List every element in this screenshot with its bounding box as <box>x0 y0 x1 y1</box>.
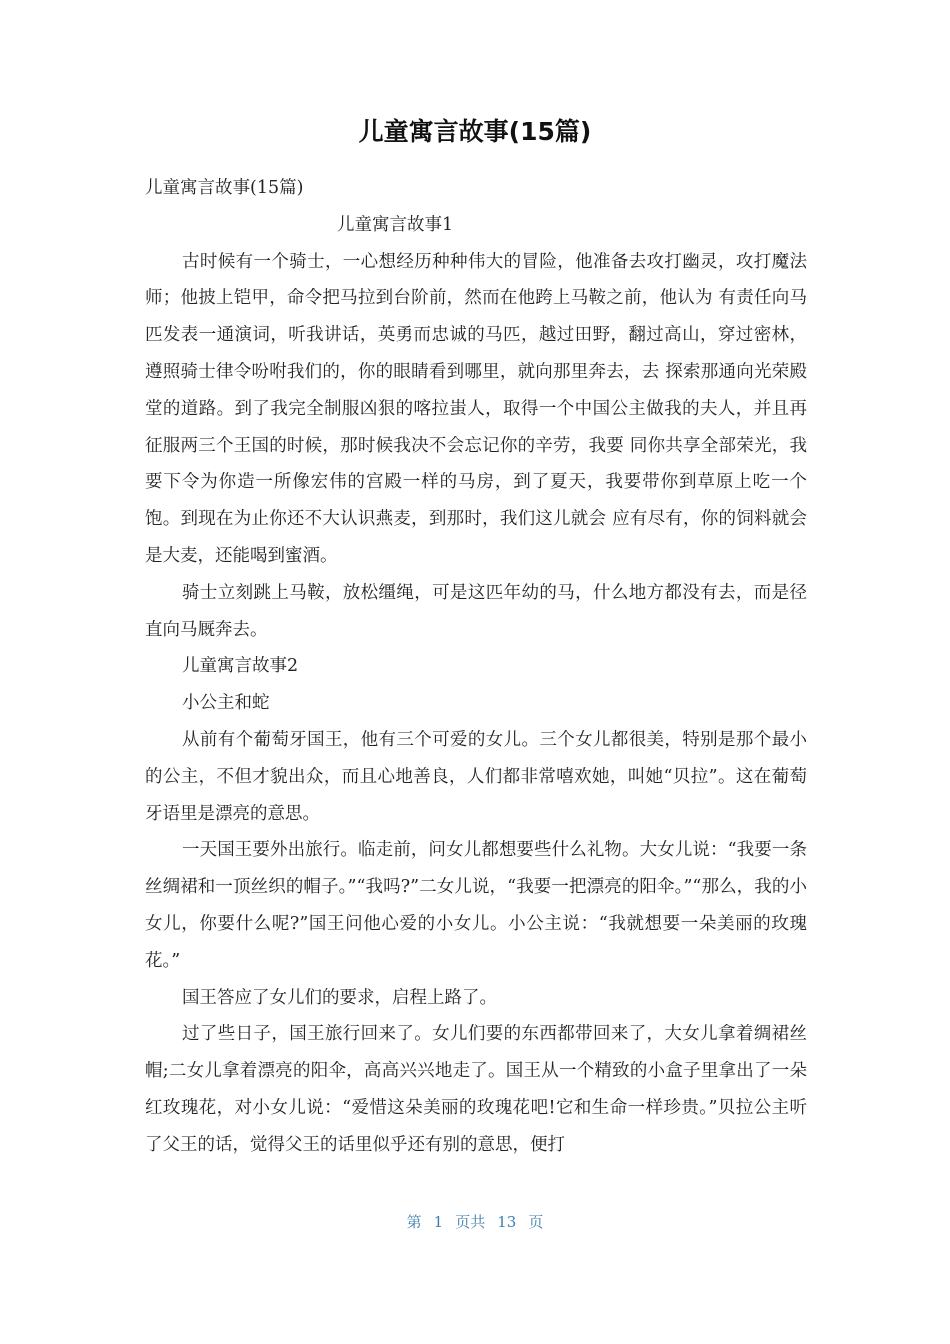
footer-suffix: 页 <box>528 1213 544 1231</box>
total-page-count: 13 <box>497 1213 517 1231</box>
story-2-heading: 儿童寓言故事2 <box>182 656 299 677</box>
story-2-paragraph: 从前有个葡萄牙国王，他有三个可爱的女儿。三个女儿都很美，特别是那个最小的公主，不但才貌出众，而且心地善良，人们都非常嘻欢她，叫她“贝拉”。这在葡萄牙语里是漂亮的意思。 <box>145 729 807 824</box>
story-2-title: 小公主和蛇 <box>182 693 270 714</box>
current-page-number: 1 <box>433 1213 444 1231</box>
document-title: 儿童寓言故事(15篇) <box>358 117 592 146</box>
document-body <box>145 170 807 1164</box>
story-1-paragraph: 骑士立刻跳上马鞍，放松缰绳，可是这匹年幼的马，什么地方都没有去，而是径直向马厩奔去。 <box>145 582 807 640</box>
story-2-paragraph: 一天国王要外出旅行。临走前，问女儿都想要些什么礼物。大女儿说：“我要一条丝绸裙和一顶丝织的帽子。”“我吗?”二女儿说，“我要一把漂亮的阳伞。”“那么，我的小女儿，你要什么呢?”国王问他心爱的小女儿。小公主说：“我就想要一朵美丽的玫瑰花。” <box>145 840 807 971</box>
story-1-paragraph: 古时候有一个骑士，一心想经历种种伟大的冒险，他准备去攻打幽灵，攻打魔法师；他披上铠甲，命令把马拉到台阶前，然而在他跨上马鞍之前，他认为 有责任向马匹发表一通演词，听我讲话，英勇而忠诚的马匹，越过田野，翻过高山，穿过密林，遵照骑士律令吩咐我们的，你的眼睛看到哪里，就向那里奔去，去 探索那通向光荣殿堂的道路。到了我完全制服凶狠的喀拉蚩人，取得一个中国公主做我的夫人，并且再征服两三个王国的时候，那时候我决不会忘记你的辛劳，我要 同你共享全部荣光，我要下令为你造一所像宏伟的宫殿一样的马房，到了夏天，我要带你到草原上吃一个饱。到现在为止你还不大认识燕麦，到那时，我们这儿就会 应有尽有，你的饲料就会是大麦，还能喝到蜜酒。 <box>145 251 807 566</box>
page-footer <box>0 1211 950 1232</box>
story-2-paragraph: 过了些日子，国王旅行回来了。女儿们要的东西都带回来了，大女儿拿着绸裙丝帽;二女儿拿着漂亮的阳伞，高高兴兴地走了。国王从一个精致的小盒子里拿出了一朵红玫瑰花，对小女儿说：“爱惜这朵美丽的玫瑰花吧!它和生命一样珍贵。”贝拉公主听了父王的话，觉得父王的话里似乎还有别的意思，便打 <box>145 1024 807 1155</box>
footer-middle: 页共 <box>455 1213 486 1231</box>
footer-prefix: 第 <box>406 1213 422 1231</box>
document-subtitle: 儿童寓言故事(15篇) <box>145 178 304 198</box>
story-2-paragraph: 国王答应了女儿们的要求，启程上路了。 <box>182 987 497 1008</box>
story-1-heading: 儿童寓言故事1 <box>337 214 454 235</box>
